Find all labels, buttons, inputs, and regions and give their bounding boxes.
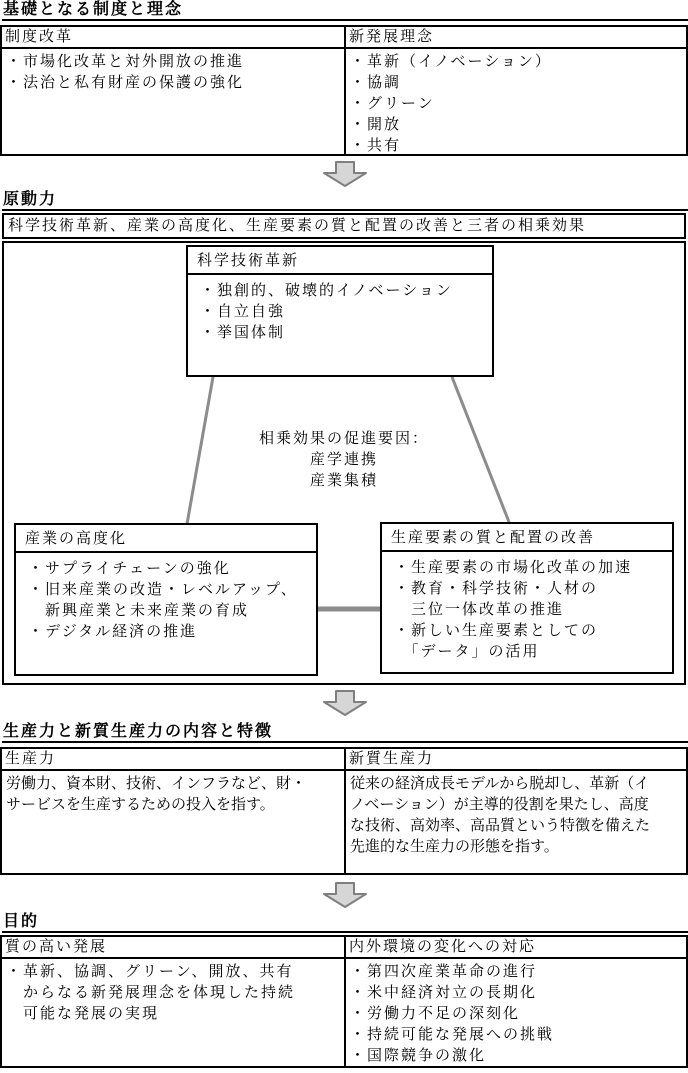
column-header: 新発展理念 — [346, 27, 686, 49]
node-title: 産業の高度化 — [16, 525, 316, 553]
productivity-table — [0, 747, 688, 875]
column-header: 生産力 — [2, 749, 344, 771]
foundation-column-institution-reform — [2, 27, 344, 154]
productivity-column-new-quality — [344, 749, 686, 873]
column-body: 従来の経済成長モデルから脱却し、革新（イ ノベーション）が主導的役割を果たし、高度 な技術、高効率、高品質という特徴を備えた 先進的な生産力の形態を指す。 — [350, 775, 651, 855]
node-industry-upgrading — [14, 523, 318, 676]
column-body: ・市場化改革と対外開放の推進 ・法治と私有財産の保護の強化 — [6, 53, 245, 91]
column-header: 質の高い発展 — [2, 937, 344, 959]
section-heading-productivity: 生産力と新質生産力の内容と特徴 — [2, 723, 688, 743]
down-arrow-icon — [322, 160, 368, 188]
node-title: 科学技術革新 — [188, 247, 492, 275]
foundation-column-new-development-concept — [344, 27, 686, 154]
section-heading-driving-force: 原動力 — [2, 191, 688, 211]
column-body: ・革新（イノベーション） ・協調 ・グリーン ・開放 ・共有 — [350, 53, 552, 154]
purpose-column-environment-response — [344, 937, 686, 1066]
section-heading-foundation: 基礎となる制度と理念 — [2, 1, 688, 21]
node-science-technology-innovation — [186, 245, 494, 377]
foundation-table — [0, 25, 688, 156]
down-arrow-shape — [324, 691, 366, 715]
down-arrow-icon — [322, 689, 368, 717]
section-heading-purpose: 目的 — [2, 913, 688, 933]
column-body: ・革新、協調、グリーン、開放、共有 からなる新発展理念を体現した持続 可能な発展の実現 — [6, 963, 296, 1022]
node-body: ・生産要素の市場化改革の加速 ・教育・科学技術・人材の 三位一体改革の推進 ・新しい生産要素としての 「データ」の活用 — [394, 559, 633, 660]
purpose-column-quality-development — [2, 937, 344, 1066]
column-header: 制度改革 — [2, 27, 344, 49]
purpose-table — [0, 935, 688, 1068]
synergy-promotion-factors-label: 相乗効果の促進要因： 産学連携 産業集積 — [258, 430, 429, 489]
node-production-factors-improvement — [380, 522, 674, 674]
driving-force-summary-strip: 科学技術革新、産業の高度化、生産要素の質と配置の改善と三者の相乗効果 — [2, 213, 686, 239]
down-arrow-shape — [324, 883, 366, 907]
node-body: ・独創的、破壊的イノベーション ・自立自強 ・挙国体制 — [200, 282, 453, 341]
productivity-column-traditional — [2, 749, 344, 873]
down-arrow-icon — [322, 881, 368, 909]
column-header: 内外環境の変化への対応 — [346, 937, 686, 959]
down-arrow-shape — [324, 162, 366, 186]
column-body: 労働力、資本財、技術、インフラなど、財・ サービスを生産するための投入を指す。 — [6, 775, 307, 813]
column-body: ・第四次産業革命の進行 ・米中経済対立の長期化 ・労働力不足の深刻化 ・持続可能な発展への挑戦 ・国際競争の激化 — [350, 963, 555, 1064]
column-header: 新質生産力 — [346, 749, 686, 771]
driving-force-diagram-box — [2, 241, 686, 685]
node-title: 生産要素の質と配置の改善 — [382, 524, 672, 552]
node-body: ・サプライチェーンの強化 ・旧来産業の改造・レベルアップ、 新興産業と未来産業の育成 ・デジタル経済の推進 — [28, 560, 298, 640]
